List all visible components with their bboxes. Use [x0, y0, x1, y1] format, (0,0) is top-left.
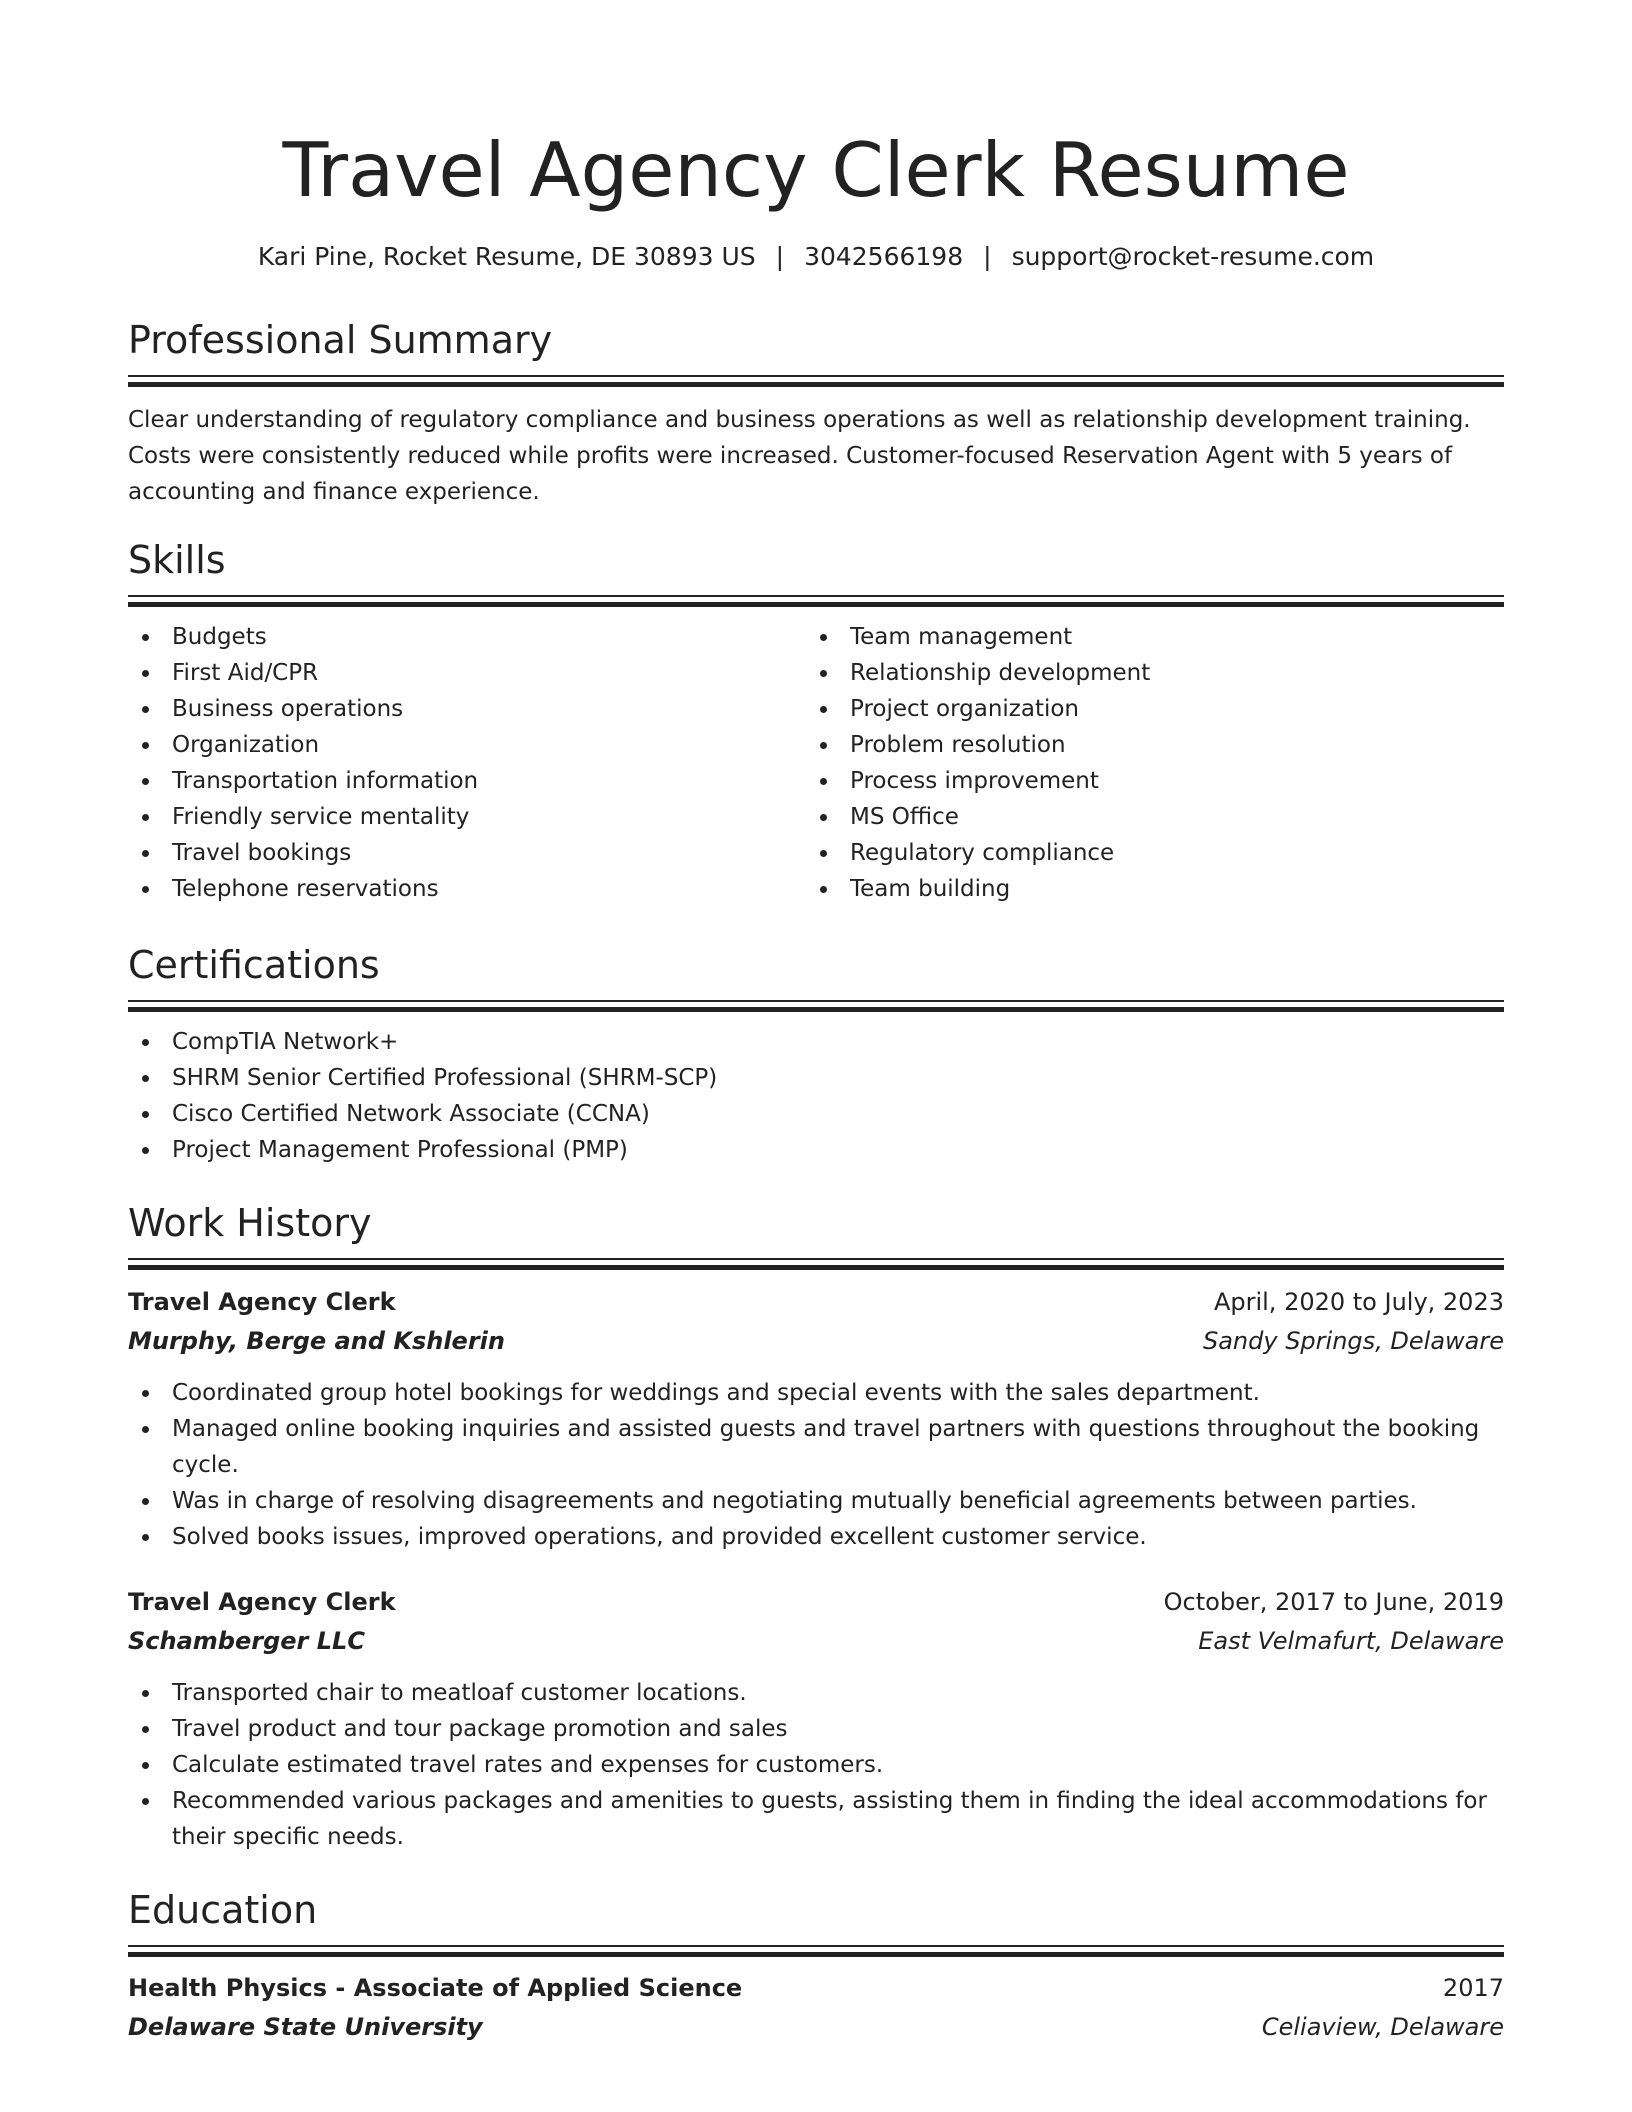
job-location: East Velmafurt, Delaware	[1198, 1627, 1504, 1655]
school-location: Celiaview, Delaware	[1261, 2013, 1504, 2041]
summary-section	[128, 315, 1504, 510]
list-item: Calculate estimated travel rates and expenses for customers.	[128, 1747, 1504, 1783]
skills-section	[128, 535, 1504, 907]
job-entry	[128, 1283, 1504, 1555]
job-dates: April, 2020 to July, 2023	[1213, 1288, 1504, 1316]
list-item: MS Office	[806, 799, 1484, 835]
list-item: Transportation information	[128, 763, 806, 799]
skills-columns	[128, 619, 1504, 907]
list-item: Process improvement	[806, 763, 1484, 799]
degree-name: Health Physics - Associate of Applied Science	[128, 1974, 743, 2002]
contact-separator: |	[983, 242, 992, 271]
list-item: Friendly service mentality	[128, 799, 806, 835]
list-item: Travel bookings	[128, 835, 806, 871]
list-item: Regulatory compliance	[806, 835, 1484, 871]
list-item: Managed online booking inquiries and assisted guests and travel partners with questions throughout the booking cycle.	[128, 1411, 1504, 1483]
company-name: Schamberger LLC	[128, 1627, 365, 1655]
section-heading: Education	[128, 1888, 318, 1932]
section-heading: Certifications	[128, 943, 380, 987]
section-rule	[128, 1258, 1504, 1270]
list-item: Solved books issues, improved operations, and provided excellent customer service.	[128, 1519, 1504, 1555]
contact-separator: |	[775, 242, 785, 271]
list-item: Business operations	[128, 691, 806, 727]
education-subheader	[128, 2008, 1504, 2047]
list-item: Team management	[806, 619, 1484, 655]
list-item: Travel product and tour package promotion and sales	[128, 1711, 1504, 1747]
school-name: Delaware State University	[128, 2013, 483, 2041]
list-item: Project Management Professional (PMP)	[128, 1132, 1504, 1168]
list-item: Problem resolution	[806, 727, 1484, 763]
job-subheader	[128, 1322, 1504, 1361]
contact-address: Kari Pine, Rocket Resume, DE 30893 US	[257, 242, 756, 271]
education-section	[128, 1885, 1504, 2047]
list-item: Relationship development	[806, 655, 1484, 691]
work-history-section	[128, 1198, 1504, 1855]
certifications-list	[128, 1024, 1504, 1168]
job-title: Travel Agency Clerk	[128, 1588, 396, 1616]
contact-phone: 3042566198	[804, 242, 964, 271]
list-item: Transported chair to meatloaf customer locations.	[128, 1675, 1504, 1711]
skills-list-right	[806, 619, 1484, 907]
list-item: Cisco Certified Network Associate (CCNA)	[128, 1096, 1504, 1132]
job-header	[128, 1283, 1504, 1322]
section-rule	[128, 1945, 1504, 1957]
summary-text: Clear understanding of regulatory compliance and business operations as well as relationship development training. Costs were consistently reduced while profits were increased. Customer-focused Reservation Agent with 5 years of accounting and finance experience.	[128, 407, 1471, 505]
job-location: Sandy Springs, Delaware	[1202, 1327, 1504, 1355]
job-duties	[128, 1675, 1504, 1855]
list-item: Recommended various packages and amenities to guests, assisting them in finding the ideal accommodations for their specific needs.	[128, 1783, 1504, 1855]
job-title: Travel Agency Clerk	[128, 1288, 396, 1316]
list-item: Organization	[128, 727, 806, 763]
section-rule	[128, 375, 1504, 387]
section-heading: Skills	[128, 538, 226, 582]
section-heading: Work History	[128, 1201, 372, 1245]
resume-title: Travel Agency Clerk Resume	[282, 126, 1350, 214]
list-item: First Aid/CPR	[128, 655, 806, 691]
job-header	[128, 1583, 1504, 1622]
list-item: Budgets	[128, 619, 806, 655]
certifications-section	[128, 940, 1504, 1168]
contact-line	[128, 240, 1504, 274]
job-duties	[128, 1375, 1504, 1555]
section-heading: Professional Summary	[128, 318, 553, 362]
education-entry	[128, 1969, 1504, 2047]
list-item: Was in charge of resolving disagreements and negotiating mutually beneficial agreements between parties.	[128, 1483, 1504, 1519]
job-subheader	[128, 1622, 1504, 1661]
list-item: Team building	[806, 871, 1484, 907]
graduation-year: 2017	[1442, 1974, 1504, 2002]
education-header	[128, 1969, 1504, 2008]
job-entry	[128, 1583, 1504, 1855]
skills-list-left	[128, 619, 806, 907]
section-rule	[128, 1000, 1504, 1012]
list-item: CompTIA Network+	[128, 1024, 1504, 1060]
section-rule	[128, 595, 1504, 607]
job-dates: October, 2017 to June, 2019	[1163, 1588, 1504, 1616]
company-name: Murphy, Berge and Kshlerin	[128, 1327, 505, 1355]
list-item: Project organization	[806, 691, 1484, 727]
list-item: SHRM Senior Certified Professional (SHRM-SCP)	[128, 1060, 1504, 1096]
contact-email[interactable]: support@rocket-resume.com	[1011, 242, 1375, 271]
list-item: Coordinated group hotel bookings for weddings and special events with the sales department.	[128, 1375, 1504, 1411]
list-item: Telephone reservations	[128, 871, 806, 907]
